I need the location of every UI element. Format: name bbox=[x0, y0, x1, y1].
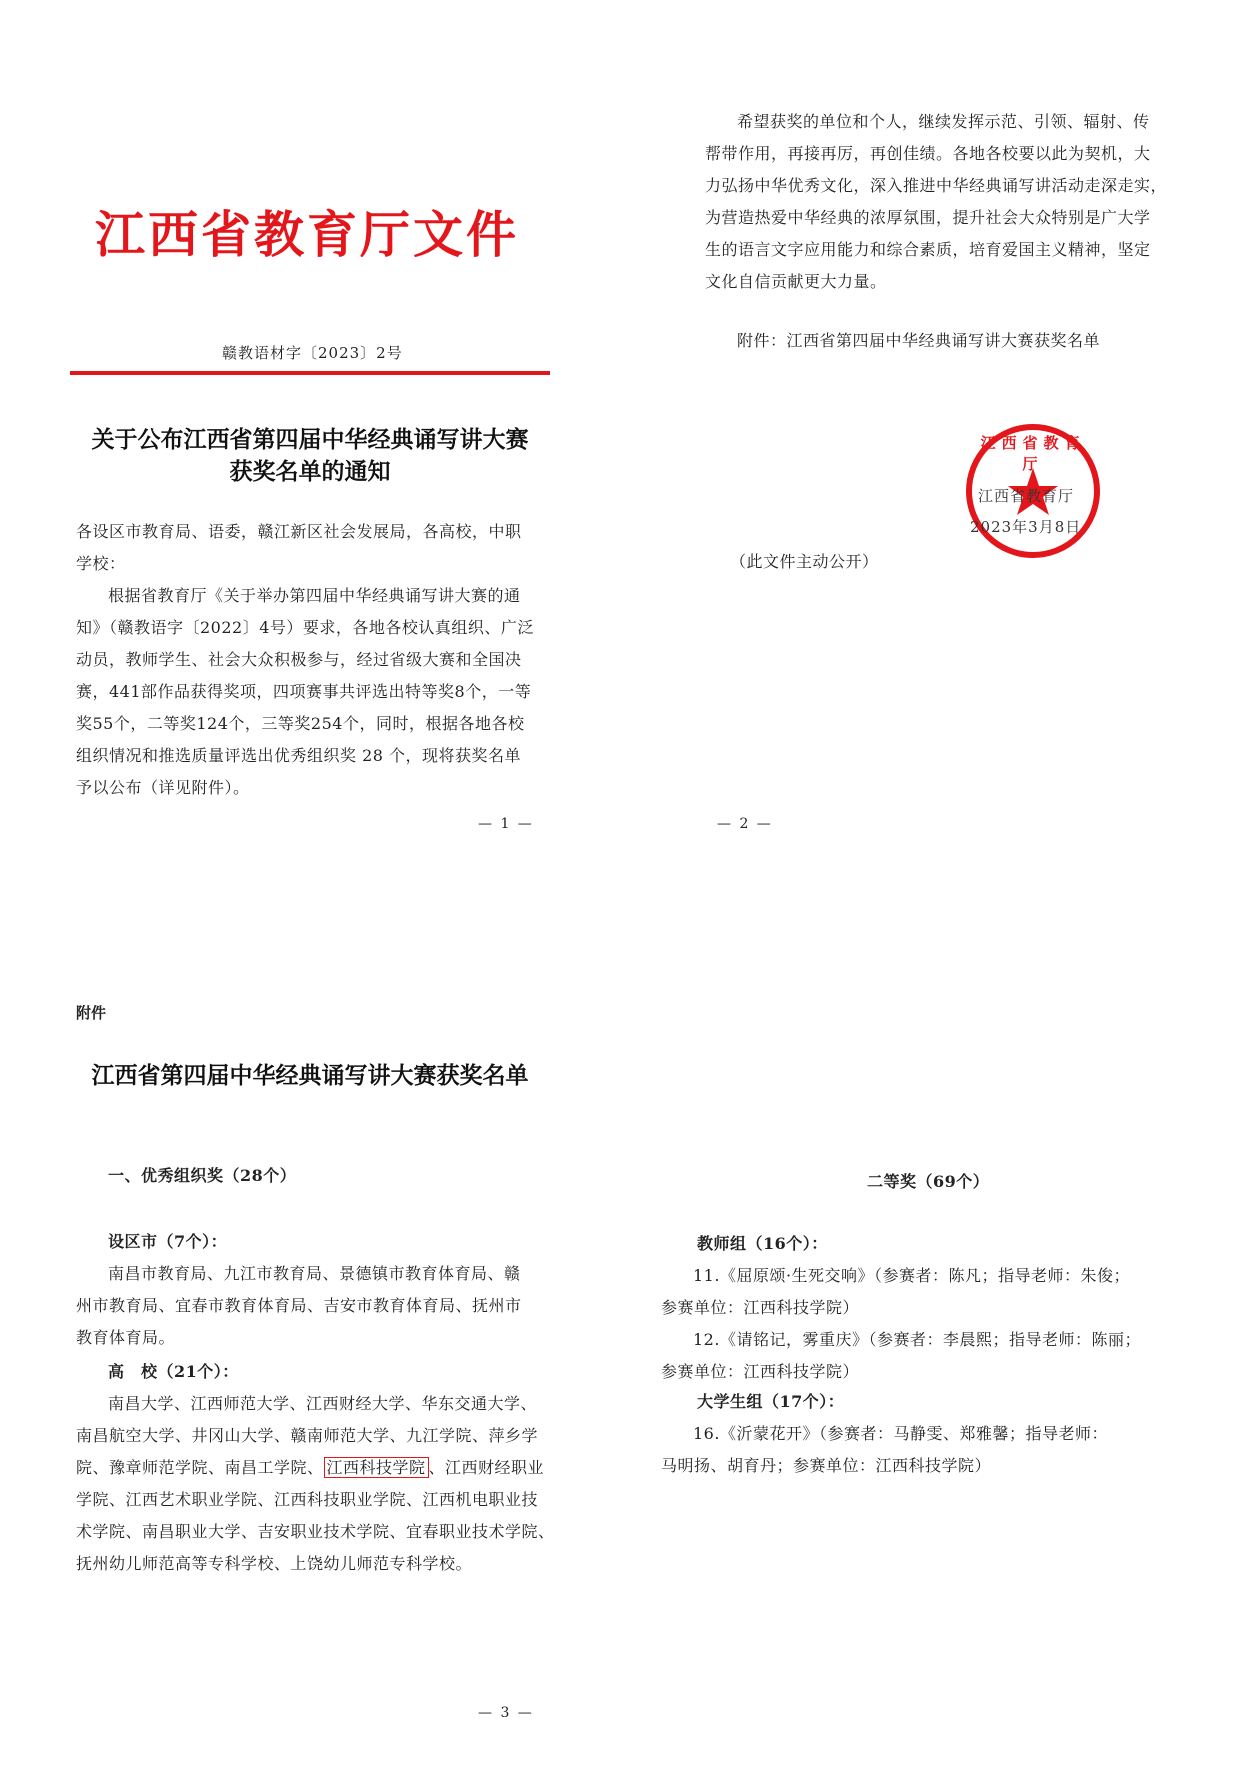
document-page-2 bbox=[625, 0, 1250, 890]
addressee bbox=[76, 516, 556, 580]
body-line: 生的语言文字应用能力和综合素质，培育爱国主义精神，坚定 bbox=[705, 240, 1151, 259]
city-heading: 设区市（7个）： bbox=[108, 1232, 228, 1251]
addressee-line: 学校： bbox=[76, 554, 126, 573]
body-line: 希望获奖的单位和个人，继续发挥示范、引领、辐射、传 bbox=[737, 112, 1150, 131]
notice-title-line-1: 关于公布江西省第四届中华经典诵写讲大赛 bbox=[91, 426, 529, 453]
entry-line: 马明扬、胡育丹；参赛单位：江西科技学院） bbox=[661, 1456, 992, 1475]
red-divider-line bbox=[70, 371, 550, 375]
seal-text: 江西省教育厅 bbox=[980, 434, 1086, 473]
list-line: 学院、江西艺术职业学院、江西科技职业学院、江西机电职业技 bbox=[76, 1490, 539, 1509]
student-entries bbox=[661, 1418, 1181, 1482]
disclosure-note: （此文件主动公开） bbox=[730, 552, 879, 571]
list-line: 州市教育局、宜春市教育体育局、吉安市教育体育局、抚州市 bbox=[76, 1296, 522, 1315]
list-line: 南昌航空大学、井冈山大学、赣南师范大学、九江学院、萍乡学 bbox=[76, 1426, 539, 1445]
page-number: — 3 — bbox=[478, 1705, 534, 1721]
issue-date: 2023年3月8日 bbox=[970, 518, 1082, 536]
student-group-heading: 大学生组（17个）： bbox=[697, 1392, 845, 1411]
award-list-title: 江西省第四届中华经典诵写讲大赛获奖名单 bbox=[91, 1062, 529, 1089]
closing-body bbox=[705, 106, 1185, 298]
attachment-note: 附件：江西省第四届中华经典诵写讲大赛获奖名单 bbox=[737, 331, 1101, 350]
document-number: 赣教语材字〔2023〕2号 bbox=[222, 344, 403, 362]
list-line bbox=[76, 1452, 556, 1484]
body-line: 知》（赣教语字〔2022〕4号）要求，各地各校认真组织、广泛 bbox=[76, 618, 534, 637]
body-line: 根据省教育厅《关于举办第四届中华经典诵写讲大赛的通 bbox=[108, 586, 521, 605]
entry-line: 11.《屈原颂·生死交响》（参赛者：陈凡；指导老师：朱俊； bbox=[693, 1266, 1131, 1285]
list-line-text: 院、豫章师范学院、南昌工学院、 bbox=[76, 1458, 324, 1477]
list-line: 抚州幼儿师范高等专科学校、上饶幼儿师范专科学校。 bbox=[76, 1554, 473, 1573]
issuer-name: 江西省教育厅 bbox=[978, 487, 1075, 505]
city-list bbox=[76, 1258, 556, 1354]
document-page-1 bbox=[0, 0, 625, 890]
entry-line: 参赛单位：江西科技学院） bbox=[661, 1298, 860, 1317]
page-number: — 2 — bbox=[717, 816, 773, 832]
body-line: 组织情况和推选质量评选出优秀组织奖 28 个，现将获奖名单 bbox=[76, 746, 522, 765]
list-line: 南昌市教育局、九江市教育局、景德镇市教育体育局、赣 bbox=[108, 1264, 521, 1283]
teacher-group-heading: 教师组（16个）： bbox=[697, 1234, 828, 1253]
entry-line: 16.《沂蒙花开》（参赛者：马静雯、郑雅馨；指导老师： bbox=[693, 1424, 1108, 1443]
body-line: 帮带作用，再接再厉，再创佳绩。各地各校要以此为契机，大 bbox=[705, 144, 1151, 163]
body-line: 赛，441部作品获得奖项，四项赛事共评选出特等奖8个，一等 bbox=[76, 682, 532, 701]
highlighted-college: 江西科技学院 bbox=[324, 1457, 429, 1478]
notice-body bbox=[76, 580, 556, 804]
entry-line: 参赛单位：江西科技学院） bbox=[661, 1362, 860, 1381]
notice-title bbox=[60, 424, 560, 488]
list-line-text: 、江西财经职业 bbox=[428, 1458, 545, 1477]
section-heading: 一、优秀组织奖（28个） bbox=[108, 1166, 297, 1185]
college-heading: 高 校（21个）： bbox=[108, 1362, 239, 1381]
document-page-4 bbox=[625, 890, 1250, 1779]
document-header-title: 江西省教育厅文件 bbox=[95, 205, 519, 264]
body-line: 为营造热爱中华经典的浓厚氛围，提升社会大众特别是广大学 bbox=[705, 208, 1151, 227]
body-line: 动员，教师学生、社会大众积极参与，经过省级大赛和全国决 bbox=[76, 650, 522, 669]
addressee-line: 各设区市教育局、语委，赣江新区社会发展局，各高校，中职 bbox=[76, 522, 522, 541]
attachment-label: 附件 bbox=[76, 1004, 107, 1022]
document-page-3 bbox=[0, 890, 625, 1779]
page-number: — 1 — bbox=[478, 816, 534, 832]
list-line: 教育体育局。 bbox=[76, 1328, 176, 1347]
teacher-entries bbox=[661, 1260, 1181, 1388]
list-line: 术学院、南昌职业大学、吉安职业技术学院、宜春职业技术学院、 bbox=[76, 1522, 555, 1541]
body-line: 力弘扬中华优秀文化，深入推进中华经典诵写讲活动走深走实， bbox=[705, 176, 1168, 195]
body-line: 予以公布（详见附件）。 bbox=[76, 778, 250, 797]
body-line: 文化自信贡献更大力量。 bbox=[705, 272, 887, 291]
entry-line: 12.《请铭记，雾重庆》（参赛者：李晨熙；指导老师：陈丽； bbox=[693, 1330, 1141, 1349]
body-line: 奖55个，二等奖124个，三等奖254个，同时，根据各地各校 bbox=[76, 714, 525, 733]
notice-title-line-2: 获奖名单的通知 bbox=[229, 458, 391, 485]
second-prize-heading: 二等奖（69个） bbox=[867, 1172, 990, 1191]
college-list bbox=[76, 1388, 556, 1580]
list-line: 南昌大学、江西师范大学、江西财经大学、华东交通大学、 bbox=[108, 1394, 538, 1413]
